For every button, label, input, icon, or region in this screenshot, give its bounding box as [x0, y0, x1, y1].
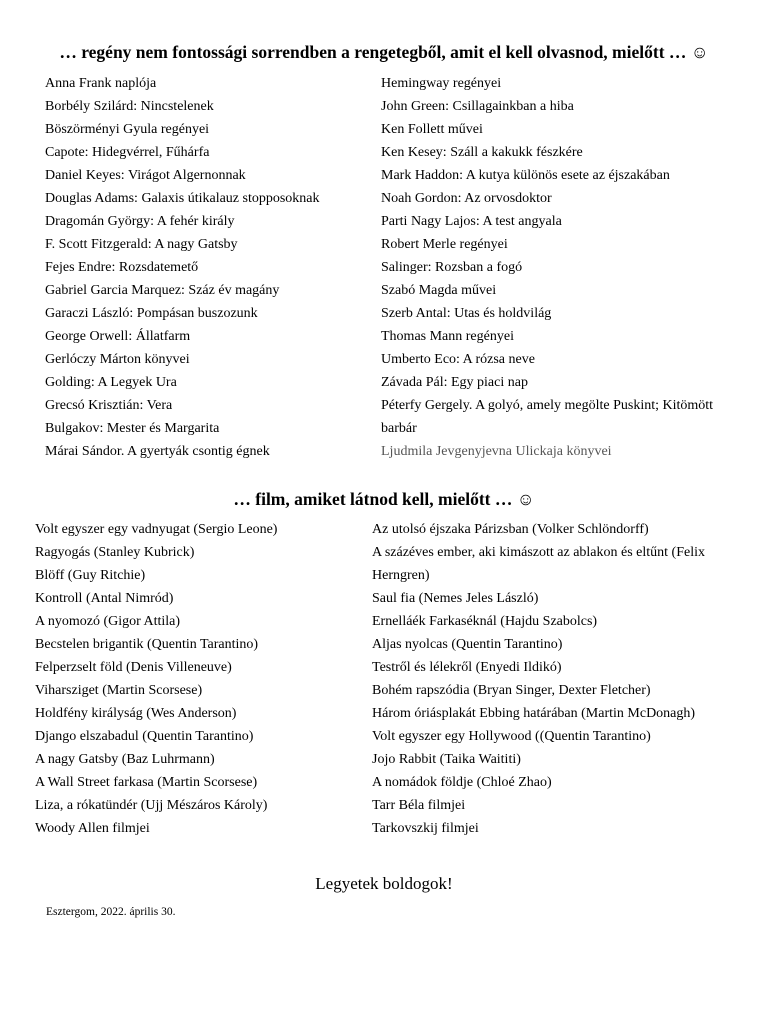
book-item: Dragomán György: A fehér király — [45, 214, 235, 229]
film-item: Aljas nyolcas (Quentin Tarantino) — [372, 637, 563, 652]
books-heading: … regény nem fontossági sorrendben a rengetegből, amit el kell olvasnod, mielőtt … ☺ — [59, 42, 709, 62]
book-item: Péterfy Gergely. A golyó, amely megölte Puskint; Kitömött barbár — [381, 398, 714, 436]
film-item: Jojo Rabbit (Taika Waititi) — [372, 752, 521, 767]
book-item: Bulgakov: Mester és Margarita — [45, 421, 220, 436]
book-item: Fejes Endre: Rozsdatemető — [45, 260, 199, 275]
closing-line: Legyetek boldogok! — [315, 874, 453, 893]
film-item: Kontroll (Antal Nimród) — [35, 591, 174, 606]
film-item: Ernelláék Farkaséknál (Hajdu Szabolcs) — [372, 614, 598, 629]
film-item: Az utolsó éjszaka Párizsban (Volker Schlöndorff) — [372, 522, 649, 537]
book-item: Capote: Hidegvérrel, Fűhárfa — [45, 145, 210, 160]
book-item: Mark Haddon: A kutya különös esete az éjszakában — [381, 168, 670, 183]
film-item: Három óriásplakát Ebbing határában (Martin McDonagh) — [372, 706, 696, 721]
book-item: Szerb Antal: Utas és holdvilág — [381, 306, 552, 321]
book-item: Anna Frank naplója — [45, 76, 157, 91]
book-item: Douglas Adams: Galaxis útikalauz stopposoknak — [45, 191, 320, 206]
place-date: Esztergom, 2022. április 30. — [46, 906, 176, 918]
book-item: Ken Follett művei — [381, 122, 483, 137]
film-item: Bohém rapszódia (Bryan Singer, Dexter Fletcher) — [372, 683, 651, 698]
film-item: Tarr Béla filmjei — [372, 798, 466, 813]
book-item: Thomas Mann regényei — [381, 329, 514, 344]
book-item: Gerlóczy Márton könyvei — [45, 352, 190, 367]
film-item: Viharsziget (Martin Scorsese) — [35, 683, 203, 698]
book-item: F. Scott Fitzgerald: A nagy Gatsby — [45, 237, 238, 252]
film-item: Woody Allen filmjei — [35, 821, 150, 836]
film-item: A százéves ember, aki kimászott az ablakon és eltűnt (Felix Herngren) — [372, 545, 705, 583]
films-heading: … film, amiket látnod kell, mielőtt … ☺ — [233, 489, 535, 509]
book-item: Závada Pál: Egy piaci nap — [381, 375, 528, 390]
book-item: Gabriel Garcia Marquez: Száz év magány — [45, 283, 280, 298]
book-item: Umberto Eco: A rózsa neve — [381, 352, 535, 367]
book-item: Márai Sándor. A gyertyák csontig égnek — [45, 444, 270, 459]
film-item: Liza, a rókatündér (Ujj Mészáros Károly) — [35, 798, 268, 813]
book-item: Ken Kesey: Száll a kakukk fészkére — [381, 145, 583, 160]
books-list-left — [45, 72, 365, 463]
film-item: Volt egyszer egy Hollywood ((Quentin Tarantino) — [372, 729, 651, 744]
films-list-right — [372, 518, 732, 840]
film-item: Ragyogás (Stanley Kubrick) — [35, 545, 195, 560]
film-item: Felperzselt föld (Denis Villeneuve) — [35, 660, 232, 675]
film-item: A nyomozó (Gigor Attila) — [35, 614, 181, 629]
book-item: Parti Nagy Lajos: A test angyala — [381, 214, 562, 229]
film-item: Blöff (Guy Ritchie) — [35, 568, 146, 583]
film-item: A nagy Gatsby (Baz Luhrmann) — [35, 752, 215, 767]
books-list-right — [381, 72, 731, 463]
book-item: George Orwell: Állatfarm — [45, 329, 191, 344]
book-item: Robert Merle regényei — [381, 237, 508, 252]
film-item: Django elszabadul (Quentin Tarantino) — [35, 729, 254, 744]
film-item: Tarkovszkij filmjei — [372, 821, 479, 836]
book-item: Grecsó Krisztián: Vera — [45, 398, 173, 413]
book-item: Böszörményi Gyula regényei — [45, 122, 210, 137]
book-item: Noah Gordon: Az orvosdoktor — [381, 191, 552, 206]
book-item: Golding: A Legyek Ura — [45, 375, 177, 390]
book-item: Salinger: Rozsban a fogó — [381, 260, 523, 275]
film-item: A nomádok földje (Chloé Zhao) — [372, 775, 552, 790]
film-item: Volt egyszer egy vadnyugat (Sergio Leone) — [35, 522, 278, 537]
book-item: Daniel Keyes: Virágot Algernonnak — [45, 168, 246, 183]
book-item: John Green: Csillagainkban a hiba — [381, 99, 574, 114]
film-item: Saul fia (Nemes Jeles László) — [372, 591, 539, 606]
book-item: Garaczi László: Pompásan buszozunk — [45, 306, 258, 321]
film-item: Holdfény királyság (Wes Anderson) — [35, 706, 237, 721]
book-item: Borbély Szilárd: Nincstelenek — [45, 99, 214, 114]
book-item: Hemingway regényei — [381, 76, 502, 91]
book-item: Ljudmila Jevgenyjevna Ulickaja könyvei — [381, 444, 612, 459]
films-list-left — [35, 518, 355, 840]
film-item: Becstelen brigantik (Quentin Tarantino) — [35, 637, 259, 652]
book-item: Szabó Magda művei — [381, 283, 497, 298]
film-item: Testről és lélekről (Enyedi Ildikó) — [372, 660, 562, 675]
film-item: A Wall Street farkasa (Martin Scorsese) — [35, 775, 258, 790]
